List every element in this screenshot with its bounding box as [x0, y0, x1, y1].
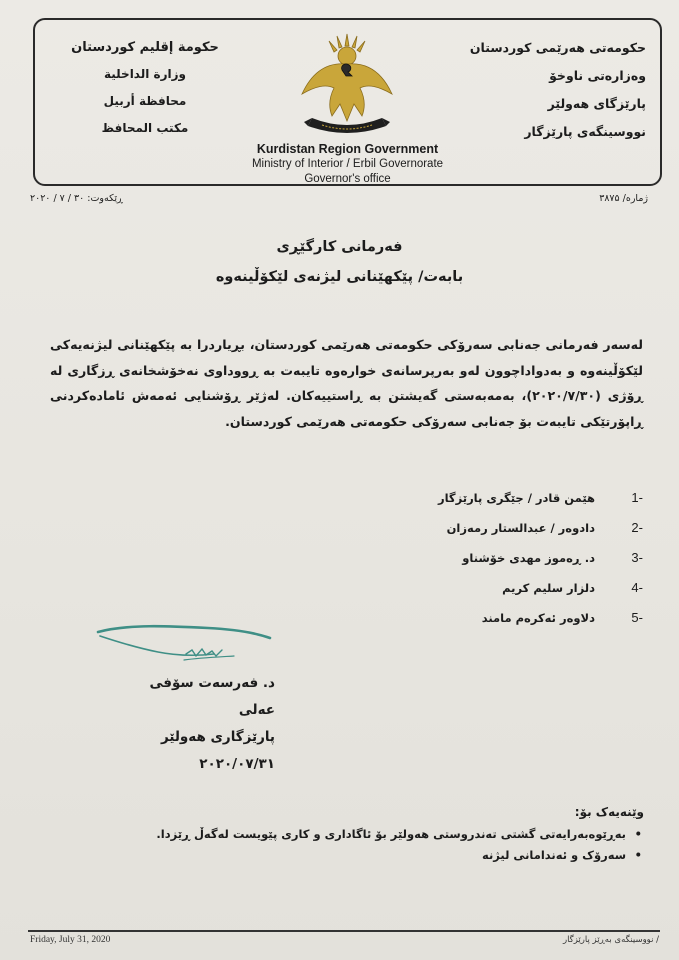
footer-office: / نووسینگەی بەڕێز پارێزگار: [562, 935, 659, 945]
body-paragraph: لەسەر فەرمانی جەنابی سەرۆکی حکومەتی هەرێمی کوردستان، بڕیاردرا بە پێکهێنانی لیژنەیەکی لێکۆڵینەوە و بەدواداچوون لەو بەرپرسانەی خوارەوە تایبەت بە ڕووداوی نەخۆشخانەی ڕزگاری لە ڕۆژی (٢٠٢٠/٧/٣٠)، بەمەبەستی گەیشتن بە ڕاستییەکان. لەژێر ڕۆشنایی ئەمەش ئامادەکردنی ڕاپۆرتێکی تایبەت بۆ جەنابی سەرۆکی حکومەتی هەرێمی کوردستان.: [50, 337, 644, 429]
letterhead-kurdish-line: پارێزگای هەولێر: [547, 96, 646, 111]
document-title-main: فەرمانی کارگێڕی: [276, 239, 403, 255]
letterhead-box: [33, 18, 662, 186]
list-item: [383, 517, 643, 547]
letterhead-arabic-line: حكومة إقليم كوردستان: [71, 40, 219, 55]
english-government-name: Kurdistan Region Government: [256, 142, 439, 156]
letterhead-kurdish: [446, 34, 646, 146]
letterhead-kurdish-line: حکومەتی هەرێمی کوردستان: [469, 40, 646, 55]
list-item-number: -5: [631, 610, 643, 625]
letterhead-kurdish-line: نووسینگەی پارێزگار: [524, 124, 646, 139]
letterhead-arabic-line: وزارة الداخلية: [103, 67, 187, 81]
copy-to-section: [84, 800, 644, 866]
list-item: [383, 607, 643, 637]
signatory-name: د. فەرسەت سۆفی عەلی: [149, 675, 275, 718]
copy-to-title: وێنەیەک بۆ:: [574, 805, 644, 819]
letterhead-arabic-line: مكتب المحافظ: [101, 121, 189, 135]
list-item: [383, 547, 643, 577]
reference-row: [20, 193, 660, 209]
list-item-name: د. ڕەموز مهدی خۆشناو: [462, 551, 595, 565]
list-item: [383, 577, 643, 607]
letterhead-arabic: [45, 34, 245, 142]
bullet-icon: •: [634, 848, 642, 862]
handwritten-signature: [88, 618, 278, 670]
english-office-name: Governor's office: [304, 173, 391, 185]
list-item-number: -3: [631, 550, 643, 565]
copy-to-recipient: سەرۆک و ئەندامانی لیژنە: [481, 848, 626, 862]
list-item-number: -1: [631, 490, 643, 505]
letterhead-kurdish-line: وەزارەتی ناوخۆ: [549, 68, 646, 83]
committee-members-list: [383, 487, 643, 637]
document-title: [0, 232, 679, 292]
list-item-name: هێمن قادر / جێگری پارێزگار: [437, 491, 595, 505]
footer-divider: [28, 930, 660, 932]
english-ministry-name: Ministry of Interior / Erbil Governorate: [251, 158, 444, 170]
list-item-name: دلاوەر ئەکرەم مامند: [481, 611, 595, 625]
signatory-position: پارێزگاری هەولێر: [160, 729, 275, 745]
list-item: [84, 845, 644, 866]
krg-emblem-icon: [282, 26, 412, 146]
list-item-name: دلزار سلیم کریم: [502, 581, 595, 595]
reference-number: ژمارە/ ۳۸۷۵: [599, 193, 648, 204]
letterhead-arabic-line: محافظة أربيل: [103, 94, 187, 108]
list-item-number: -2: [631, 520, 643, 535]
document-subject: بابەت/ پێکهێنانی لیژنەی لێکۆڵینەوە: [215, 269, 464, 285]
copy-to-recipient: بەڕێوەبەرایەتی گشتی تەندروستی هەولێر بۆ ئاگاداری و کاری پێویست لەگەڵ ڕێزدا.: [156, 827, 626, 841]
signature-date: ٢٠٢٠/٠٧/٣١: [199, 756, 275, 772]
list-item: [84, 824, 644, 845]
list-item-number: -4: [631, 580, 643, 595]
bullet-icon: •: [634, 827, 642, 841]
signature-block: [130, 670, 275, 778]
footer-date: Friday, July 31, 2020: [30, 935, 111, 945]
letterhead-english: [215, 142, 480, 187]
list-item: [383, 487, 643, 517]
list-item-name: دادوەر / عبدالستار رمەزان: [446, 521, 595, 535]
reference-date: ڕێکەوت: ۳۰ / ۷ / ۲۰۲۰: [30, 193, 123, 204]
